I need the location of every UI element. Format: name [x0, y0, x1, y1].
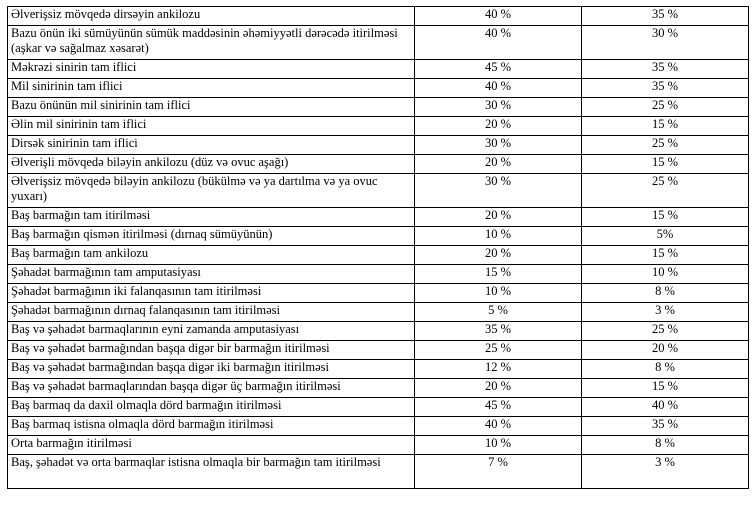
- table-row: [8, 417, 749, 436]
- injury-description-cell: Baş barmağın tam itirilməsi: [8, 208, 415, 227]
- table-row: [8, 398, 749, 417]
- percentage-cell-secondary: 8 %: [582, 284, 749, 303]
- percentage-cell-primary: 7 %: [415, 455, 582, 489]
- injury-description-cell: Şəhadət barmağının tam amputasiyası: [8, 265, 415, 284]
- table-body: [8, 7, 749, 489]
- injury-description-cell: Dirsək sinirinin tam iflici: [8, 136, 415, 155]
- table-row: [8, 322, 749, 341]
- percentage-cell-secondary: 5%: [582, 227, 749, 246]
- injury-description-cell: Baş və şəhadət barmağından başqa digər iki barmağın itirilməsi: [8, 360, 415, 379]
- percentage-cell-primary: 30 %: [415, 136, 582, 155]
- table-row: [8, 265, 749, 284]
- injury-description-cell: Məkrəzi sinirin tam iflici: [8, 60, 415, 79]
- percentage-cell-secondary: 15 %: [582, 155, 749, 174]
- injury-description-cell: Əlin mil sinirinin tam iflici: [8, 117, 415, 136]
- table-row: [8, 227, 749, 246]
- percentage-cell-secondary: 25 %: [582, 136, 749, 155]
- percentage-cell-secondary: 8 %: [582, 360, 749, 379]
- percentage-cell-primary: 40 %: [415, 7, 582, 26]
- table-row: [8, 455, 749, 489]
- percentage-cell-primary: 40 %: [415, 79, 582, 98]
- table-row: [8, 246, 749, 265]
- percentage-cell-secondary: 35 %: [582, 417, 749, 436]
- table-row: [8, 284, 749, 303]
- injury-description-cell: Əlverişsiz mövqedə biləyin ankilozu (bükülmə və ya dartılma və ya ovuc yuxarı): [8, 174, 415, 208]
- percentage-cell-secondary: 30 %: [582, 26, 749, 60]
- injury-description-cell: Orta barmağın itirilməsi: [8, 436, 415, 455]
- percentage-cell-secondary: 15 %: [582, 208, 749, 227]
- percentage-cell-secondary: 20 %: [582, 341, 749, 360]
- percentage-cell-primary: 10 %: [415, 227, 582, 246]
- injury-description-cell: Şəhadət barmağının iki falanqasının tam itirilməsi: [8, 284, 415, 303]
- table-row: [8, 208, 749, 227]
- percentage-cell-secondary: 3 %: [582, 455, 749, 489]
- document-page: [7, 6, 748, 489]
- percentage-cell-primary: 10 %: [415, 284, 582, 303]
- percentage-cell-primary: 10 %: [415, 436, 582, 455]
- injury-description-cell: Əlverişli mövqedə biləyin ankilozu (düz və ovuc aşağı): [8, 155, 415, 174]
- injury-description-cell: Baş və şəhadət barmaqlarından başqa digər üç barmağın itirilməsi: [8, 379, 415, 398]
- injury-description-cell: Mil sinirinin tam iflici: [8, 79, 415, 98]
- table-row: [8, 7, 749, 26]
- percentage-cell-primary: 30 %: [415, 98, 582, 117]
- percentage-cell-primary: 20 %: [415, 208, 582, 227]
- percentage-cell-primary: 20 %: [415, 246, 582, 265]
- injury-description-cell: Əlverişsiz mövqedə dirsəyin ankilozu: [8, 7, 415, 26]
- percentage-cell-primary: 30 %: [415, 174, 582, 208]
- injury-description-cell: Baş və şəhadət barmaqlarının eyni zamanda amputasiyası: [8, 322, 415, 341]
- percentage-cell-secondary: 35 %: [582, 79, 749, 98]
- injury-description-cell: Şəhadət barmağının dırnaq falanqasının tam itirilməsi: [8, 303, 415, 322]
- injury-description-cell: Baş barmaq da daxil olmaqla dörd barmağın itirilməsi: [8, 398, 415, 417]
- table-row: [8, 303, 749, 322]
- percentage-cell-primary: 20 %: [415, 379, 582, 398]
- percentage-cell-primary: 12 %: [415, 360, 582, 379]
- table-row: [8, 60, 749, 79]
- percentage-cell-primary: 45 %: [415, 60, 582, 79]
- percentage-cell-primary: 40 %: [415, 26, 582, 60]
- table-row: [8, 155, 749, 174]
- injury-description-cell: Baş, şəhadət və orta barmaqlar istisna olmaqla bir barmağın tam itirilməsi: [8, 455, 415, 489]
- table-row: [8, 136, 749, 155]
- percentage-cell-primary: 15 %: [415, 265, 582, 284]
- percentage-cell-primary: 40 %: [415, 417, 582, 436]
- table-row: [8, 341, 749, 360]
- percentage-cell-secondary: 15 %: [582, 246, 749, 265]
- percentage-cell-primary: 45 %: [415, 398, 582, 417]
- table-row: [8, 26, 749, 60]
- disability-percentage-table: [7, 6, 749, 489]
- table-row: [8, 436, 749, 455]
- percentage-cell-secondary: 8 %: [582, 436, 749, 455]
- percentage-cell-secondary: 25 %: [582, 174, 749, 208]
- percentage-cell-secondary: 3 %: [582, 303, 749, 322]
- table-row: [8, 98, 749, 117]
- percentage-cell-secondary: 25 %: [582, 98, 749, 117]
- table-row: [8, 379, 749, 398]
- percentage-cell-secondary: 25 %: [582, 322, 749, 341]
- percentage-cell-primary: 25 %: [415, 341, 582, 360]
- percentage-cell-primary: 20 %: [415, 155, 582, 174]
- percentage-cell-secondary: 15 %: [582, 379, 749, 398]
- injury-description-cell: Baş barmaq istisna olmaqla dörd barmağın itirilməsi: [8, 417, 415, 436]
- percentage-cell-secondary: 35 %: [582, 60, 749, 79]
- injury-description-cell: Bazu önünün mil sinirinin tam iflici: [8, 98, 415, 117]
- percentage-cell-secondary: 35 %: [582, 7, 749, 26]
- table-row: [8, 174, 749, 208]
- percentage-cell-primary: 20 %: [415, 117, 582, 136]
- percentage-cell-primary: 5 %: [415, 303, 582, 322]
- percentage-cell-secondary: 15 %: [582, 117, 749, 136]
- percentage-cell-secondary: 10 %: [582, 265, 749, 284]
- table-row: [8, 79, 749, 98]
- table-row: [8, 360, 749, 379]
- percentage-cell-secondary: 40 %: [582, 398, 749, 417]
- percentage-cell-primary: 35 %: [415, 322, 582, 341]
- injury-description-cell: Baş və şəhadət barmağından başqa digər bir barmağın itirilməsi: [8, 341, 415, 360]
- injury-description-cell: Baş barmağın qismən itirilməsi (dırnaq sümüyünün): [8, 227, 415, 246]
- table-row: [8, 117, 749, 136]
- injury-description-cell: Bazu önün iki sümüyünün sümük maddəsinin əhəmiyyətli dərəcədə itirilməsi (aşkar və sağalmaz xəsarət): [8, 26, 415, 60]
- injury-description-cell: Baş barmağın tam ankilozu: [8, 246, 415, 265]
